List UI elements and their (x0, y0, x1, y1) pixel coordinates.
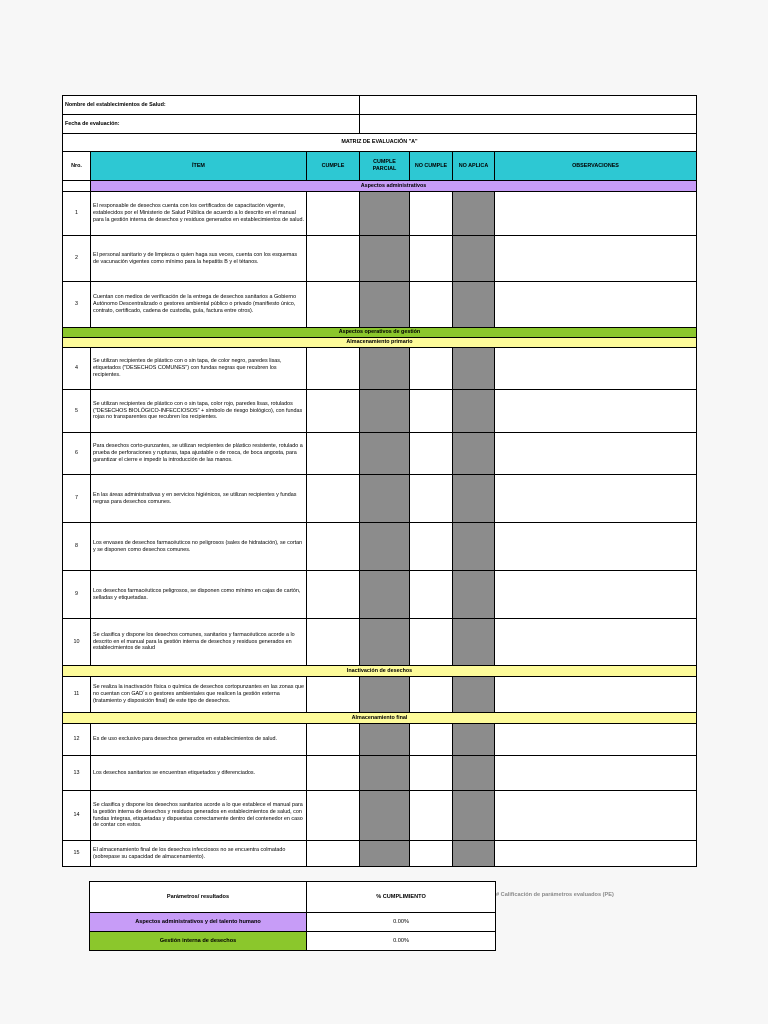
item-number: 9 (63, 571, 91, 619)
section-inactivacion: Inactivación de desechos (63, 666, 697, 677)
table-row (63, 348, 697, 390)
observaciones-cell[interactable] (495, 433, 697, 475)
cumple-cell[interactable] (307, 791, 360, 841)
no-aplica-cell-disabled (453, 756, 495, 791)
item-text: Se clasifica y dispone los desechos sanitarios acorde a lo que establece el manual para la gestión interna de desechos y residuos generados en establecimientos de salud, con fundas íntegras, etiquetadas y dispuestas correctamente dentro del contenedor en caso de contar con estos. (91, 791, 307, 841)
item-number: 15 (63, 841, 91, 867)
no-cumple-cell[interactable] (410, 475, 453, 523)
no-cumple-cell[interactable] (410, 677, 453, 713)
cumple-parcial-cell-disabled (360, 571, 410, 619)
cumple-parcial-cell-disabled (360, 523, 410, 571)
item-text: Se utilizan recipientes de plástico con o sin tapa, de color negro, paredes lisas, etiquetados ("DESECHOS COMUNES") con fundas negras que recubren los recipientes. (91, 348, 307, 390)
cumple-parcial-cell-disabled (360, 282, 410, 328)
col-header-observaciones: OBSERVACIONES (495, 152, 697, 181)
cumple-cell[interactable] (307, 619, 360, 666)
cumple-cell[interactable] (307, 724, 360, 756)
cumple-cell[interactable] (307, 390, 360, 433)
no-cumple-cell[interactable] (410, 433, 453, 475)
observaciones-cell[interactable] (495, 282, 697, 328)
observaciones-cell[interactable] (495, 348, 697, 390)
table-row (63, 192, 697, 236)
col-header-cumple-parcial: CUMPLE PARCIAL (360, 152, 410, 181)
no-cumple-cell[interactable] (410, 724, 453, 756)
col-header-item: ÍTEM (91, 152, 307, 181)
summary-value: 0.00% (307, 913, 496, 932)
observaciones-cell[interactable] (495, 390, 697, 433)
cumple-cell[interactable] (307, 236, 360, 282)
table-row (63, 433, 697, 475)
table-row (63, 724, 697, 756)
cumple-cell[interactable] (307, 523, 360, 571)
item-text: El responsable de desechos cuenta con los certificados de capacitación vigente, establecidos por el Ministerio de Salud Pública de acuerdo a lo descrito en el manual para la gestión interna de desechos y residuos generados en establecimientos de salud. (91, 192, 307, 236)
observaciones-cell[interactable] (495, 619, 697, 666)
summary-label: Gestión interna de desechos (90, 932, 307, 951)
no-aplica-cell-disabled (453, 523, 495, 571)
observaciones-cell[interactable] (495, 192, 697, 236)
observaciones-cell[interactable] (495, 677, 697, 713)
no-aplica-cell-disabled (453, 236, 495, 282)
observaciones-cell[interactable] (495, 791, 697, 841)
item-text: Los envases de desechos farmacéuticos no peligrosos (sales de hidratación), se cortan y se disponen como desechos comunes. (91, 523, 307, 571)
item-text: Es de uso exclusivo para desechos generados en establecimientos de salud. (91, 724, 307, 756)
date-label: Fecha de evaluación: (63, 115, 360, 134)
item-text: En las áreas administrativas y en servicios higiénicos, se utilizan recipientes y fundas negras para desechos comunes. (91, 475, 307, 523)
item-number: 12 (63, 724, 91, 756)
no-cumple-cell[interactable] (410, 282, 453, 328)
item-number: 10 (63, 619, 91, 666)
cumple-parcial-cell-disabled (360, 756, 410, 791)
item-text: Los desechos sanitarios se encuentran etiquetados y diferenciados. (91, 756, 307, 791)
observaciones-cell[interactable] (495, 571, 697, 619)
item-text: Cuentan con medios de verificación de la entrega de desechos sanitarios a Gobierno Autónomo Descentralizado o gestores ambiental público o privado (manifiesto único, contrato, certificado, cadena de custodia, guía, factura entre otros). (91, 282, 307, 328)
nro-spacer (63, 181, 91, 192)
item-text: Para desechos corto-punzantes, se utilizan recipientes de plástico resistente, rotulado a prueba de perforaciones y rupturas, tapa ajustable o de rosca, de boca angosta, para garantizar el cierre e impedir la introducción de las manos. (91, 433, 307, 475)
summary-header-pct: % CUMPLIMIENTO (307, 882, 496, 913)
observaciones-cell[interactable] (495, 841, 697, 867)
cumple-parcial-cell-disabled (360, 390, 410, 433)
no-aplica-cell-disabled (453, 724, 495, 756)
no-cumple-cell[interactable] (410, 192, 453, 236)
cumple-cell[interactable] (307, 433, 360, 475)
no-cumple-cell[interactable] (410, 348, 453, 390)
table-row (63, 841, 697, 867)
cumple-cell[interactable] (307, 571, 360, 619)
table-row (63, 756, 697, 791)
item-text: El almacenamiento final de los desechos infecciosos no se encuentra colmatado (sobrepase su capacidad de almacenamiento). (91, 841, 307, 867)
cumple-parcial-cell-disabled (360, 677, 410, 713)
summary-row (90, 932, 496, 951)
item-number: 14 (63, 791, 91, 841)
item-text: Se realiza la inactivación física o química de desechos cortopunzantes en las zonas que no cuentan con GAD´s o gestores ambientales que realicen la gestión externa (tratamiento y disposición final) de este tipo de desechos. (91, 677, 307, 713)
no-aplica-cell-disabled (453, 791, 495, 841)
no-aplica-cell-disabled (453, 571, 495, 619)
cumple-parcial-cell-disabled (360, 236, 410, 282)
no-aplica-cell-disabled (453, 192, 495, 236)
establishment-label: Nombre del establecimientos de Salud: (63, 96, 360, 115)
cumple-cell[interactable] (307, 348, 360, 390)
establishment-field[interactable] (360, 96, 697, 115)
cumple-cell[interactable] (307, 841, 360, 867)
col-header-cumple: CUMPLE (307, 152, 360, 181)
no-cumple-cell[interactable] (410, 523, 453, 571)
no-aplica-cell-disabled (453, 433, 495, 475)
no-cumple-cell[interactable] (410, 756, 453, 791)
observaciones-cell[interactable] (495, 475, 697, 523)
table-row (63, 523, 697, 571)
table-row (63, 619, 697, 666)
col-header-no-aplica: NO APLICA (453, 152, 495, 181)
no-aplica-cell-disabled (453, 841, 495, 867)
no-cumple-cell[interactable] (410, 390, 453, 433)
page-title: MATRIZ DE EVALUACIÓN "A" (63, 134, 697, 152)
item-text: El personal sanitario y de limpieza o quien haga sus veces, cuenta con los esquemas de vacunación vigentes como mínimo para la hepatitis B y el tétanos. (91, 236, 307, 282)
no-cumple-cell[interactable] (410, 236, 453, 282)
item-number: 7 (63, 475, 91, 523)
item-text: Se clasifica y dispone los desechos comunes, sanitarios y farmacéuticos acorde a lo descrito en el manual para la gestión interna de desechos y residuos generados en establecimientos de salud (91, 619, 307, 666)
section-admin: Aspectos administrativos (91, 181, 697, 192)
cumple-parcial-cell-disabled (360, 192, 410, 236)
section-almacenamiento-primario: Almacenamiento primario (63, 338, 697, 348)
section-almacenamiento-final: Almacenamiento final (63, 713, 697, 724)
summary-table (89, 881, 496, 951)
no-aplica-cell-disabled (453, 475, 495, 523)
cumple-cell[interactable] (307, 192, 360, 236)
summary-value: 0.00% (307, 932, 496, 951)
no-aplica-cell-disabled (453, 677, 495, 713)
table-row (63, 236, 697, 282)
section-operativos: Aspectos operativos de gestión (63, 328, 697, 338)
summary-note: # Calificación de parámetros evaluados (PE) (496, 892, 614, 898)
item-number: 1 (63, 192, 91, 236)
no-aplica-cell-disabled (453, 619, 495, 666)
item-text: Se utilizan recipientes de plástico con o sin tapa, color rojo, paredes lisas, rotulados ("DESECHOS BIOLÓGICO-INFECCIOSOS" + símbolo de riesgo biológico), con fundas rojas no transparentes que recubren los recipientes. (91, 390, 307, 433)
no-aplica-cell-disabled (453, 390, 495, 433)
cumple-parcial-cell-disabled (360, 348, 410, 390)
no-aplica-cell-disabled (453, 348, 495, 390)
evaluation-matrix (62, 95, 697, 867)
cumple-parcial-cell-disabled (360, 724, 410, 756)
cumple-cell[interactable] (307, 756, 360, 791)
table-row (63, 791, 697, 841)
summary-label: Aspectos administrativos y del talento humano (90, 913, 307, 932)
item-text: Los desechos farmacéuticos peligrosos, se disponen como mínimo en cajas de cartón, selladas y etiquetadas. (91, 571, 307, 619)
item-number: 2 (63, 236, 91, 282)
col-header-nro: Nro. (63, 152, 91, 181)
cumple-parcial-cell-disabled (360, 791, 410, 841)
col-header-no-cumple: NO CUMPLE (410, 152, 453, 181)
cumple-cell[interactable] (307, 475, 360, 523)
item-number: 5 (63, 390, 91, 433)
cumple-parcial-cell-disabled (360, 841, 410, 867)
item-number: 3 (63, 282, 91, 328)
table-row (63, 571, 697, 619)
cumple-parcial-cell-disabled (360, 619, 410, 666)
cumple-cell[interactable] (307, 282, 360, 328)
item-number: 4 (63, 348, 91, 390)
no-cumple-cell[interactable] (410, 841, 453, 867)
no-cumple-cell[interactable] (410, 619, 453, 666)
summary-header-param: Parámetros/ resultados (90, 882, 307, 913)
table-row (63, 282, 697, 328)
observaciones-cell[interactable] (495, 236, 697, 282)
observaciones-cell[interactable] (495, 724, 697, 756)
cumple-cell[interactable] (307, 677, 360, 713)
cumple-parcial-cell-disabled (360, 433, 410, 475)
item-number: 6 (63, 433, 91, 475)
table-row (63, 475, 697, 523)
cumple-parcial-cell-disabled (360, 475, 410, 523)
date-field[interactable] (360, 115, 697, 134)
observaciones-cell[interactable] (495, 523, 697, 571)
table-row (63, 677, 697, 713)
summary-row (90, 913, 496, 932)
table-row (63, 390, 697, 433)
item-number: 8 (63, 523, 91, 571)
no-cumple-cell[interactable] (410, 791, 453, 841)
item-number: 11 (63, 677, 91, 713)
item-number: 13 (63, 756, 91, 791)
no-cumple-cell[interactable] (410, 571, 453, 619)
observaciones-cell[interactable] (495, 756, 697, 791)
no-aplica-cell-disabled (453, 282, 495, 328)
